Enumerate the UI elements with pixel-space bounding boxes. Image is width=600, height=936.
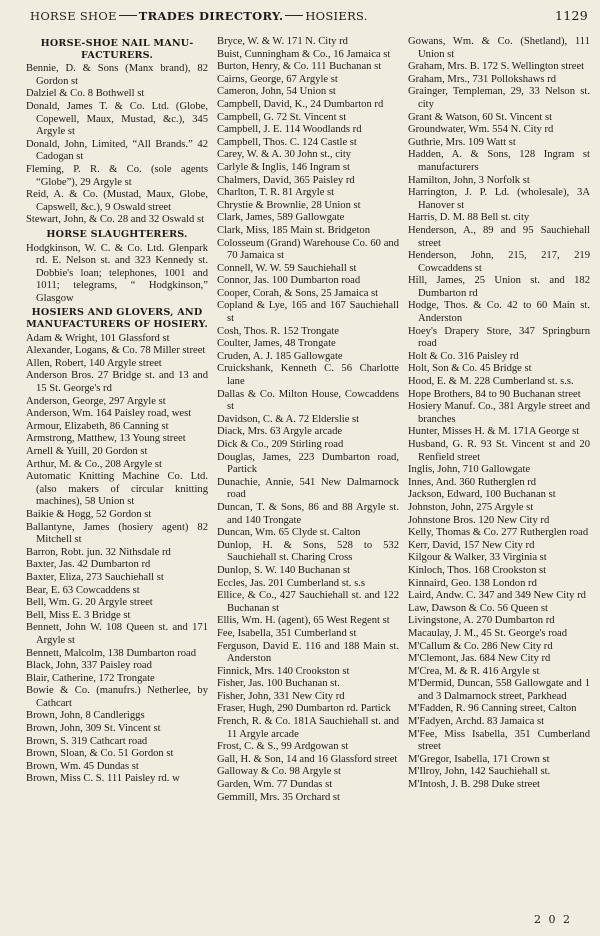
- directory-entry: Inglis, John, 710 Gallowgate: [408, 464, 531, 476]
- directory-entry: Innes, And. 360 Rutherglen rd: [408, 476, 537, 488]
- directory-entry: Connell, W. W. 59 Sauchiehall st: [217, 262, 357, 274]
- directory-entry: Donald, James T. & Co. Ltd. (Globe, Copewell, Maux, Mustad, &c.), 345 Argyle st: [26, 100, 208, 138]
- directory-entry: Charlton, T. R. 81 Argyle st: [217, 187, 335, 199]
- directory-entry: Baxter, Eliza, 273 Sauchiehall st: [26, 571, 164, 583]
- directory-entry: Bryce, W. & W. 171 N. City rd: [217, 36, 348, 47]
- directory-entry: M'Dermid, Duncan, 558 Gallowgate and 1 and 3 Dalmarnock street, Parkhead: [408, 678, 590, 702]
- directory-entry: Fee, Isabella, 351 Cumberland st: [217, 627, 357, 639]
- directory-entry: Holt, Son & Co. 45 Bridge st: [408, 363, 532, 375]
- directory-entry: Chalmers, David, 365 Paisley rd: [217, 174, 355, 186]
- directory-entry: Fraser, Hugh, 290 Dumbarton rd. Partick: [217, 703, 391, 715]
- directory-entry: Frost, C. & S., 99 Ardgowan st: [217, 741, 349, 753]
- header-rule-left: [119, 15, 137, 16]
- directory-entry: Cosh, Thos. R. 152 Trongate: [217, 325, 339, 337]
- directory-entry: Kilgour & Walker, 33 Virginia st: [408, 552, 547, 564]
- directory-entry: Reid, A. & Co. (Mustad, Maux, Globe, Capswell, &c.), 9 Oswald street: [26, 189, 208, 213]
- directory-entry: Armour, Elizabeth, 86 Canning st: [26, 420, 169, 432]
- directory-entry: Anderson, George, 297 Argyle st: [26, 395, 166, 407]
- running-header: [30, 8, 588, 30]
- directory-entry: M'Fadyen, Archd. 83 Jamaica st: [408, 716, 545, 728]
- directory-entry: Dunachie, Annie, 541 New Dalmarnock road: [217, 476, 399, 501]
- directory-entry: Kerr, David, 157 New City rd: [408, 539, 535, 551]
- directory-entry: Guthrie, Mrs. 109 Watt st: [408, 136, 516, 148]
- directory-entry: Brown, S. 319 Cathcart road: [26, 735, 148, 747]
- directory-entry: Dalziel & Co. 8 Bothwell st: [26, 88, 145, 100]
- directory-entry: Cruden, A. J. 185 Gallowgate: [217, 350, 343, 362]
- directory-entry: Cameron, John, 54 Union st: [217, 86, 336, 98]
- directory-entry: Carlyle & Inglis, 146 Ingram st: [217, 161, 350, 173]
- directory-entry: Hadden, A. & Sons, 128 Ingram st manufacturers: [408, 149, 590, 173]
- directory-entry: Dallas & Co. Milton House, Cowcaddens st: [217, 388, 399, 413]
- directory-entry: Brown, John, 309 St. Vincent st: [26, 723, 161, 735]
- directory-entry: French, R. & Co. 181A Sauchiehall st. and 11 Argyle arcade: [217, 716, 399, 740]
- directory-entry: Ellis, Wm. H. (agent), 65 West Regent st: [217, 615, 390, 627]
- directory-entry: Dick & Co., 209 Stirling road: [217, 439, 344, 450]
- directory-entry: Hoey's Drapery Store, 347 Springburn road: [408, 325, 590, 350]
- directory-entry: Bennie, D. & Sons (Manx brand), 82 Gordon st: [26, 63, 208, 87]
- directory-entry: Campbell, Thos. C. 124 Castle st: [217, 136, 357, 148]
- directory-entry: Hodgkinson, W. C. & Co. Ltd. Glenpark rd. E. Nelson st. and 323 Kennedy st. Dobbie's loan; telephones, 1001 and 1011; telegrams, “ Hodgkinson,” Glasgow: [26, 242, 208, 304]
- directory-entry: Brown, Sloan, & Co. 51 Gordon st: [26, 748, 174, 760]
- directory-entry: Dunlop, H. & Sons, 528 to 532 Sauchiehall st. Charing Cross: [217, 539, 399, 564]
- column-3: [408, 36, 590, 928]
- directory-entry: Finnick, Mrs. 140 Crookston st: [217, 665, 350, 677]
- directory-entry: Carey, W. & A. 30 John st., city: [217, 149, 352, 161]
- directory-entry: Ellice, & Co., 427 Sauchiehall st. and 122 Buchanan st: [217, 590, 399, 614]
- directory-columns: [26, 36, 590, 928]
- directory-entry: Hosiery Manuf. Co., 381 Argyle street and branches: [408, 401, 590, 425]
- directory-entry: Campbell, David, K., 24 Dumbarton rd: [217, 98, 384, 110]
- directory-entry: Hope Brothers, 84 to 90 Buchanan street: [408, 388, 581, 400]
- directory-entry: Husband, G. R. 93 St. Vincent st and 20 Renfield street: [408, 439, 590, 463]
- directory-entry: Hamilton, John, 3 Norfolk st: [408, 174, 530, 186]
- directory-entry: Graham, Mrs. B. 172 S. Wellington street: [408, 61, 585, 73]
- directory-entry: Clark, James, 589 Gallowgate: [217, 212, 345, 224]
- directory-entry: Jackson, Edward, 100 Buchanan st: [408, 489, 556, 501]
- directory-entry: Harrington, J. P. Ld. (wholesale), 3A Hanover st: [408, 187, 590, 211]
- header-lead: HORSE SHOE: [30, 9, 117, 23]
- directory-entry: Diack, Mrs. 63 Argyle arcade: [217, 426, 343, 438]
- header-rule-right: [285, 15, 303, 16]
- directory-entry: Baikie & Hogg, 52 Gordon st: [26, 508, 152, 520]
- directory-entry: Johnston, John, 275 Argyle st: [408, 501, 534, 513]
- directory-entry: Fisher, Jas. 100 Buchanan st.: [217, 678, 340, 690]
- section-heading: HOSIERS AND GLOVERS, AND MANUFACTURERS OF HOSIERY.: [26, 307, 208, 331]
- directory-entry: Duncan, Wm. 65 Clyde st. Calton: [217, 527, 361, 539]
- section-heading: HORSE SLAUGHTERERS.: [46, 228, 188, 240]
- directory-entry: Bell, Wm. G. 20 Argyle street: [26, 597, 153, 609]
- directory-entry: Bennett, Malcolm, 138 Dumbarton road: [26, 647, 197, 659]
- directory-entry: Brown, John, 8 Candleriggs: [26, 710, 145, 722]
- directory-entry: Law, Dawson & Co. 56 Queen st: [408, 602, 548, 614]
- directory-entry: Fisher, John, 331 New City rd: [217, 690, 345, 702]
- directory-entry: Graham, Mrs., 731 Pollokshaws rd: [408, 73, 557, 85]
- directory-entry: M'Callum & Co. 286 New City rd: [408, 640, 553, 652]
- directory-entry: Baxter, Jas. 42 Dumbarton rd: [26, 559, 151, 571]
- directory-entry: Grainger, Templeman, 29, 33 Nelson st. city: [408, 86, 590, 110]
- directory-entry: Gemmill, Mrs. 35 Orchard st: [217, 791, 340, 803]
- directory-entry: Dunlop, S. W. 140 Buchanan st: [217, 564, 351, 576]
- directory-entry: Cruickshank, Kenneth C. 56 Charlotte lane: [217, 363, 399, 388]
- directory-entry: Coulter, James, 48 Trongate: [217, 338, 336, 350]
- directory-entry: M'Ilroy, John, 142 Sauchiehall st.: [408, 766, 551, 778]
- directory-entry: Alexander, Logans, & Co. 78 Miller street: [26, 345, 206, 357]
- directory-entry: Johnstone Bros. 120 New City rd: [408, 514, 550, 526]
- directory-entry: Macaulay, J. M., 45 St. George's road: [408, 627, 568, 639]
- directory-entry: Douglas, James, 223 Dumbarton road, Partick: [217, 451, 399, 476]
- directory-entry: Ferguson, David E. 116 and 188 Main st. Anderston: [217, 640, 399, 665]
- directory-entry: Campbell, J. E. 114 Woodlands rd: [217, 124, 362, 136]
- directory-entry: M'Gregor, Isabella, 171 Crown st: [408, 753, 550, 765]
- directory-entry: Henderson, A., 89 and 95 Sauchiehall street: [408, 224, 590, 249]
- directory-entry: Laird, Andw. C. 347 and 349 New City rd: [408, 590, 586, 602]
- directory-entry: Holt & Co. 316 Paisley rd: [408, 350, 519, 362]
- directory-entry: Kinnaird, Geo. 138 London rd: [408, 577, 537, 589]
- directory-entry: Armstrong, Matthew, 13 Young street: [26, 433, 186, 445]
- directory-entry: Automatic Knitting Machine Co. Ltd. (also makers of circular knitting machines), 58 Union st: [26, 471, 208, 508]
- header-title: TRADES DIRECTORY.: [138, 9, 284, 23]
- directory-entry: Arthur, M. & Co., 208 Argyle st: [26, 458, 162, 470]
- directory-entry: Hodge, Thos. & Co. 42 to 60 Main st. Anderston: [408, 300, 590, 325]
- directory-entry: M'Intosh, J. B. 298 Duke street: [408, 779, 540, 791]
- directory-entry: Galloway & Co. 98 Argyle st: [217, 766, 341, 778]
- directory-entry: Stewart, John, & Co. 28 and 32 Oswald st: [26, 214, 205, 226]
- directory-entry: Barron, Robt. jun. 32 Nithsdale rd: [26, 546, 171, 558]
- directory-entry: M'Crea, M. & R. 416 Argyle st: [408, 665, 540, 677]
- directory-entry: M'Fee, Miss Isabella, 351 Cumberland street: [408, 728, 590, 753]
- directory-entry: Connor, Jas. 100 Dumbarton road: [217, 275, 361, 287]
- directory-entry: Eccles, Jas. 201 Cumberland st. s.s: [217, 577, 365, 589]
- directory-entry: Black, John, 337 Paisley road: [26, 660, 152, 672]
- directory-entry: Gowans, Wm. & Co. (Shetland), 111 Union st: [408, 36, 590, 60]
- directory-entry: Anderson Bros. 27 Bridge st. and 13 and 15 St. George's rd: [26, 370, 208, 395]
- directory-entry: Allen, Robert, 140 Argyle street: [26, 357, 162, 369]
- header-section: HOSIERS.: [305, 9, 368, 23]
- directory-entry: Colosseum (Grand) Warehouse Co. 60 and 70 Jamaica st: [217, 237, 399, 262]
- directory-entry: Harris, D. M. 88 Bell st. city: [408, 212, 530, 224]
- directory-entry: Henderson, John, 215, 217, 219 Cowcaddens st: [408, 250, 590, 274]
- directory-entry: Grant & Watson, 60 St. Vincent st: [408, 111, 553, 123]
- directory-entry: Anderson, Wm. 164 Paisley road, west: [26, 408, 192, 420]
- directory-entry: Gall, H. & Son, 14 and 16 Glassford street: [217, 753, 398, 765]
- directory-entry: Chrystie & Brownlie, 28 Union st: [217, 199, 361, 211]
- column-2: [217, 36, 399, 928]
- directory-entry: Bell, Miss E. 3 Bridge st: [26, 609, 131, 621]
- directory-entry: Arnell & Yuill, 20 Gordon st: [26, 446, 148, 457]
- directory-entry: Buist, Cunningham & Co., 16 Jamaica st: [217, 48, 391, 60]
- directory-entry: Adam & Wright, 101 Glassford st: [26, 332, 170, 344]
- directory-entry: Ballantyne, James (hosiery agent) 82 Mitchell st: [26, 521, 208, 546]
- directory-entry: Hood, E. & M. 228 Cumberland st. s.s.: [408, 376, 574, 388]
- directory-entry: Burton, Henry, & Co. 111 Buchanan st: [217, 61, 382, 73]
- directory-entry: Hunter, Misses H. & M. 171A George st: [408, 426, 580, 438]
- directory-entry: Brown, Miss C. S. 111 Paisley rd. w: [26, 773, 180, 785]
- directory-entry: Hill, James, 25 Union st. and 182 Dumbarton rd: [408, 275, 590, 299]
- directory-entry: Kelly, Thomas & Co. 277 Rutherglen road: [408, 527, 589, 539]
- column-1: [26, 36, 208, 928]
- directory-entry: Campbell, G. 72 St. Vincent st: [217, 111, 347, 123]
- directory-entry: Cairns, George, 67 Argyle st: [217, 73, 338, 85]
- directory-entry: Donald, John, Limited, “All Brands.” 42 Cadogan st: [26, 138, 208, 163]
- directory-entry: Davidson, C. & A. 72 Elderslie st: [217, 413, 360, 425]
- directory-entry: Duncan, T. & Sons, 86 and 88 Argyle st. and 140 Trongate: [217, 501, 399, 526]
- directory-entry: Copland & Lye, 165 and 167 Sauchiehall st: [217, 300, 399, 325]
- directory-entry: Fleming, P. R. & Co. (sole agents “Globe”), 29 Argyle st: [26, 163, 208, 188]
- directory-entry: Groundwater, Wm. 554 N. City rd: [408, 124, 554, 136]
- directory-entry: Garden, Wm. 77 Dundas st: [217, 779, 333, 791]
- directory-entry: Blair, Catherine, 172 Trongate: [26, 672, 155, 684]
- directory-entry: Clark, Miss, 185 Main st. Bridgeton: [217, 224, 371, 236]
- directory-entry: M'Fadden, R. 96 Canning street, Calton: [408, 703, 577, 715]
- directory-entry: Brown, Wm. 45 Dundas st: [26, 760, 139, 772]
- page-number: 1129: [554, 8, 588, 23]
- directory-entry: Bowie & Co. (manufrs.) Netherlee, by Cathcart: [26, 685, 208, 709]
- directory-entry: M'Clemont, Jas. 684 New City rd: [408, 653, 551, 665]
- section-heading: HORSE-SHOE NAIL MANU-FACTURERS.: [40, 38, 194, 61]
- directory-entry: Bear, E. 63 Cowcaddens st: [26, 584, 140, 596]
- directory-entry: Kinloch, Thos. 168 Crookston st: [408, 564, 547, 576]
- directory-entry: Livingstone, A. 270 Dumbarton rd: [408, 615, 555, 627]
- printer-signature: 2 0 2: [534, 913, 572, 926]
- directory-entry: Bennett, John W. 108 Queen st. and 171 Argyle st: [26, 622, 208, 646]
- directory-entry: Cooper, Corah, & Sons, 25 Jamaica st: [217, 287, 379, 299]
